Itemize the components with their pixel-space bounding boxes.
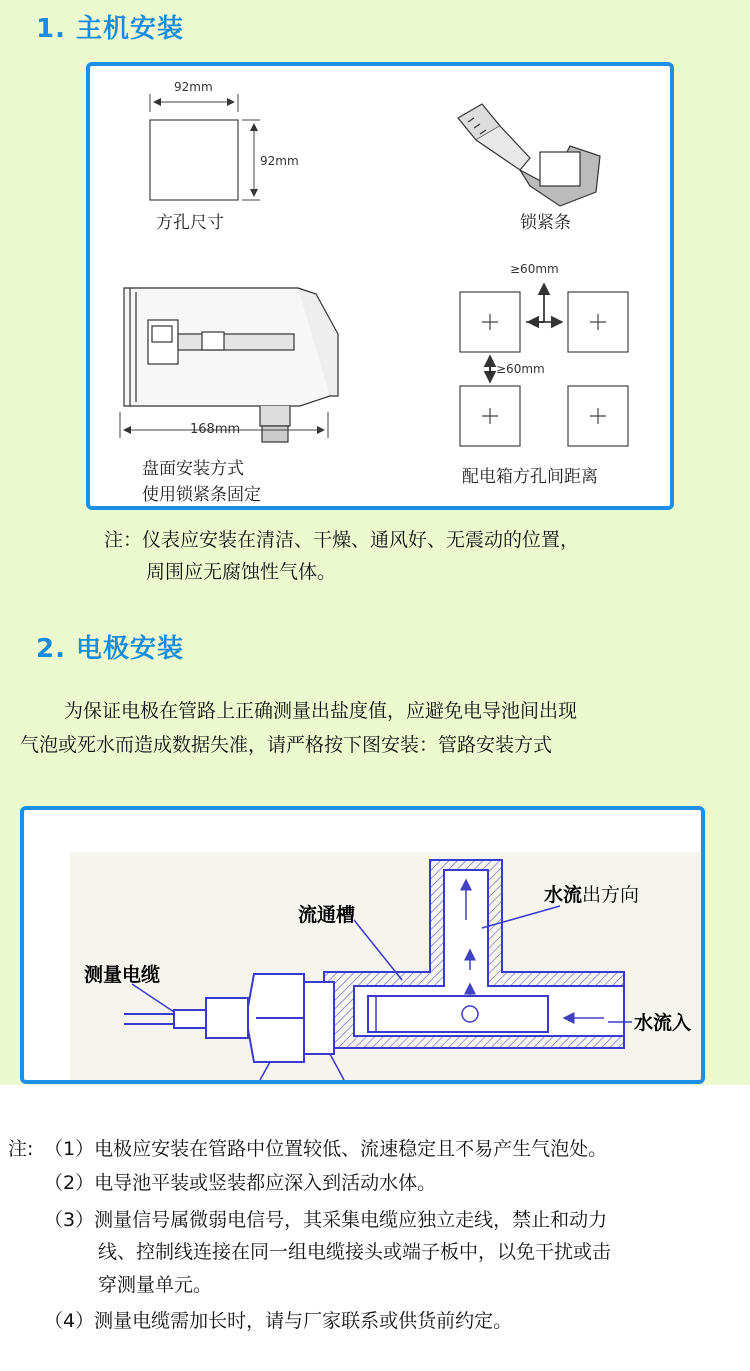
cutout-caption: 方孔尺寸 xyxy=(156,213,224,233)
label-flow-channel: 流通槽 xyxy=(298,904,356,926)
lock-strip-caption: 锁紧条 xyxy=(520,213,571,233)
note-item-1: （1）电极应安装在管路中位置较低、流速稳定且不易产生气泡处。 xyxy=(44,1138,608,1160)
label-water-out-rest: 出方向 xyxy=(582,884,640,906)
host-install-panel xyxy=(86,62,674,510)
note-item-3-line-1: （3）测量信号属微弱电信号，其采集电缆应独立走线，禁止和动力 xyxy=(44,1209,608,1231)
mount-caption-1: 盘面安装方式 xyxy=(142,459,244,479)
pipe-install-diagram xyxy=(24,810,701,1080)
host-note-line-1: 注：仪表应安装在清洁、干燥、通风好、无震动的位置， xyxy=(104,529,580,551)
label-water-out xyxy=(544,880,639,907)
mount-depth-label: 168mm xyxy=(190,422,241,437)
note-item-3-line-2: 线、控制线连接在同一组电缆接头或端子板中，以免干扰或击 xyxy=(98,1241,612,1263)
label-water-in: 水流入 xyxy=(634,1012,692,1034)
electrode-paragraph-line-2: 气泡或死水而造成数据失准，请严格按下图安装：管路安装方式 xyxy=(20,734,553,756)
notes-prefix: 注: xyxy=(8,1138,34,1160)
electrode-paragraph-line-1: 为保证电极在管路上正确测量出盐度值，应避免电导池间出现 xyxy=(64,700,578,722)
spacing-mid-label: ≥60mm xyxy=(496,362,545,376)
cutout-height-label: 92mm xyxy=(260,154,299,168)
note-item-4: （4）测量电缆需加长时，请与厂家联系或供货前约定。 xyxy=(44,1310,513,1332)
cutout-width-label: 92mm xyxy=(174,80,213,94)
section-title-host-install: 1. 主机安装 xyxy=(36,14,185,44)
mount-caption-2: 使用锁紧条固定 xyxy=(142,485,261,505)
pipe-install-panel xyxy=(20,806,705,1084)
host-note-line-2: 周围应无腐蚀性气体。 xyxy=(146,561,337,583)
label-water-out-bold: 水流 xyxy=(544,884,583,906)
note-item-3-line-3: 穿测量单元。 xyxy=(98,1274,213,1296)
host-install-drawings xyxy=(90,66,670,506)
label-measure-cable: 测量电缆 xyxy=(84,964,161,986)
spacing-caption: 配电箱方孔间距离 xyxy=(462,467,598,487)
note-item-2: （2）电导池平装或竖装都应深入到活动水体。 xyxy=(44,1172,437,1194)
section-title-electrode-install: 2. 电极安装 xyxy=(36,634,185,664)
lock-strip-drawing xyxy=(458,104,600,206)
meter-side-drawing xyxy=(124,288,338,442)
spacing-top-label: ≥60mm xyxy=(510,262,559,276)
